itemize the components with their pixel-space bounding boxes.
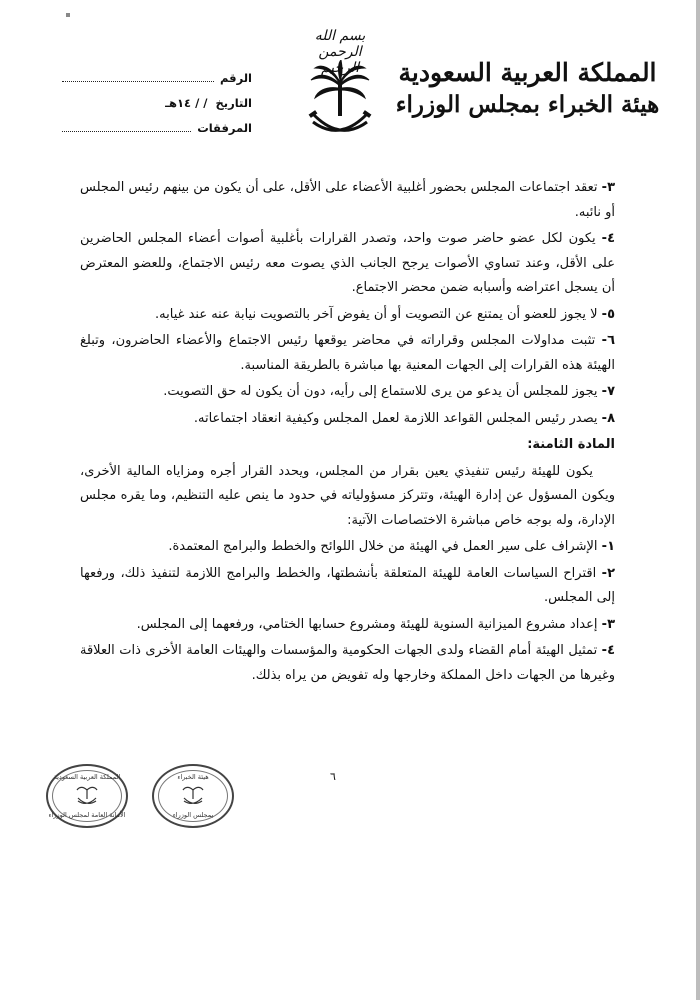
attachments-row (62, 110, 252, 135)
list-item: ٧- يجوز للمجلس أن يدعو من يرى للاستماع إلى رأيه، دون أن يكون له حق التصويت. (163, 384, 615, 399)
kingdom-name: المملكة العربية السعودية (398, 58, 657, 87)
reference-block (62, 60, 252, 135)
list-item: ٢- اقتراح السياسات العامة للهيئة المتعلقة بأنشطتها، والخطط والبرامج اللازمة لتنفيذ ذلك، ورفعها إلى المجلس. (80, 565, 615, 605)
stamp-bottom-text: الأمانة العامة لمجلس الوزراء (48, 811, 126, 819)
list-item: ٤- تمثيل الهيئة أمام القضاء ولدى الجهات الحكومية والمؤسسات والهيئات العامة الأخرى ذات العلاقة وغيرها من الجهات داخل المملكة وخارجها وله تفويض من يراه بذلك. (80, 643, 615, 683)
official-stamp-left (46, 764, 128, 828)
stamp-top-text: المملكة العربية السعودية (53, 773, 121, 781)
ref-number-line (62, 71, 214, 82)
list-item: ١- الإشراف على سير العمل في الهيئة من خلال اللوائح والخطط والبرامج المعتمدة. (168, 539, 615, 554)
list-item: ٨- يصدر رئيس المجلس القواعد اللازمة لعمل المجلس وكيفية انعقاد اجتماعاته. (193, 410, 615, 426)
list-item: ٥- لا يجوز للعضو أن يمتنع عن التصويت أو أن يفوض آخر بالتصويت نيابة عنه عند غيابه. (155, 306, 615, 322)
attachments-label: المرفقات (197, 121, 252, 135)
attachments-line (62, 121, 191, 132)
scan-speck (66, 13, 70, 17)
article-title: المادة الثامنة: (527, 437, 615, 452)
document-body (80, 176, 615, 690)
list-item: ٦- تثبت مداولات المجلس وقراراته في محاضر يوقعها رئيس الاجتماع والأعضاء الحاضرون، وتبلغ الهيئة هذه القرارات إلى الجهات المعنية بها مباشرة بالطريقة المناسبة. (80, 333, 615, 373)
scan-edge (696, 0, 700, 1000)
article-intro: يكون للهيئة رئيس تنفيذي يعين بقرار من المجلس، ويحدد القرار أجره ومزاياه المالية الأخرى، ويكون المسؤول عن إدارة الهيئة، وتتركز مسؤولياته في حدود ما ينص عليه التنظيم، وما يقره مجلس الإدارة، وله بوجه خاص مباشرة الاختصاصات الآتية: (80, 463, 615, 528)
ref-number-row (62, 60, 252, 85)
official-stamp-right (152, 764, 234, 828)
authority-name: هيئة الخبراء بمجلس الوزراء (395, 91, 660, 118)
stamp-top-text: هيئة الخبراء (177, 773, 209, 781)
stamp-emblem-icon (75, 785, 99, 807)
letterhead-organization (395, 58, 660, 118)
list-item: ٣- إعداد مشروع الميزانية السنوية للهيئة ومشروع حسابها الختامي، ورفعهما إلى المجلس. (136, 616, 615, 632)
palm-swords-emblem-icon (305, 60, 375, 140)
page-number: ٦ (330, 770, 336, 783)
stamp-emblem-icon (181, 785, 205, 807)
basmala: بسم الله الرحمن (314, 28, 366, 60)
date-template: / / ١٤هـ (165, 96, 208, 110)
ref-number-label: الرقم (220, 71, 252, 85)
date-label: التاريخ (215, 96, 252, 110)
stamp-bottom-text: بمجلس الوزراء (172, 811, 214, 819)
date-row (62, 85, 252, 110)
list-item: ٣- تعقد اجتماعات المجلس بحضور أغلبية الأعضاء على الأقل، على أن يكون من بينهم رئيس المجلس أو نائبه. (80, 180, 615, 220)
list-item: ٤- يكون لكل عضو حاضر صوت واحد، وتصدر القرارات بأغلبية أصوات أعضاء المجلس الحاضرين على الأقل، وعند تساوي الأصوات يرجح الجانب الذي يصوت معه رئيس الاجتماع، وللعضو المعترض أن يسجل اعتراضه وأسبابه ضمن محضر الاجتماع. (80, 231, 615, 295)
